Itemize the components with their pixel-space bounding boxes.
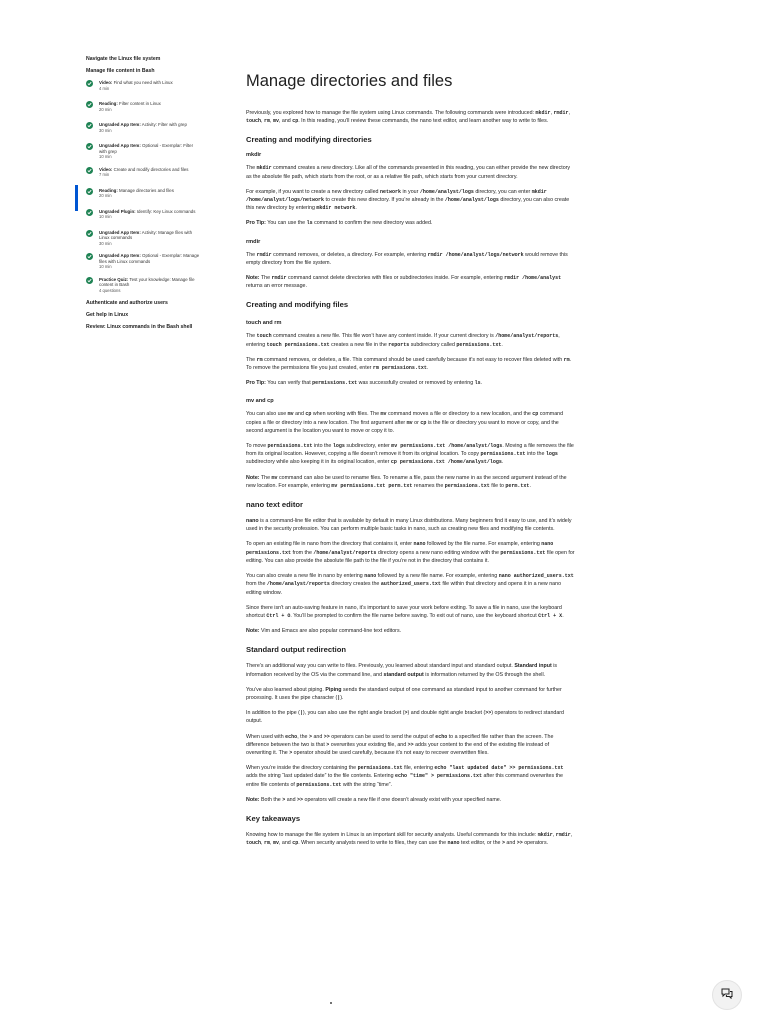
inline-code: rmdir /home/analyst <box>504 275 562 282</box>
paragraph-mkdir-1 <box>246 164 576 180</box>
outline-item-kind: Ungraded App Item: <box>99 253 141 259</box>
text-run: . <box>501 341 503 348</box>
text-run: was successfully created or removed by entering <box>357 380 475 387</box>
paragraph-rm <box>246 356 576 372</box>
outline-item-label: Filter content in Linux <box>119 101 161 106</box>
text-run: would remove this empty directory from the file system. <box>246 251 568 266</box>
inline-code: /home/analyst/logs <box>419 188 474 195</box>
inline-code: rmdir <box>271 275 287 282</box>
outline-item-title <box>99 143 202 154</box>
inline-code: nano <box>413 541 426 548</box>
text-run: You can use the <box>265 220 307 227</box>
paragraph-redirect-5 <box>246 764 576 789</box>
text-run: . When security analysts need to write to files, they can use the <box>298 840 448 847</box>
text-run: to a specified file rather than the screen. The difference between the two is that <box>246 733 554 748</box>
outline-item-duration: 30 min <box>99 240 112 246</box>
inline-code: echo <box>435 733 448 740</box>
text-run: file within that directory and opens it in a new nano editing window. <box>246 581 562 596</box>
outline-item-kind: Ungraded App Item: <box>99 229 141 235</box>
bold-term: Standard input <box>514 663 552 670</box>
outline-item-title <box>99 277 202 288</box>
text-run: subdirectory while also keeping it in its original location, enter <box>246 459 391 466</box>
inline-code: ls <box>306 220 313 227</box>
check-circle-icon <box>86 143 93 150</box>
inline-code: /home/analyst/reports <box>313 549 377 556</box>
text-run: returns an error message. <box>246 283 307 290</box>
bold-term: standard output <box>383 671 424 678</box>
text-run: , entering <box>246 333 560 348</box>
inline-code: touch <box>246 840 262 847</box>
inline-code: /home/analyst/reports <box>266 581 330 588</box>
text-run: after this command overwrites the entire file contents of <box>246 773 563 788</box>
paragraph-redirect-2 <box>246 686 576 702</box>
text-run: Both the <box>259 796 283 803</box>
text-run: . <box>529 482 531 489</box>
text-run: followed by a new file name. For example, entering <box>376 573 499 580</box>
text-run: and <box>504 840 517 847</box>
inline-code: cp <box>532 411 539 418</box>
page-dot <box>330 1002 332 1004</box>
text-run: and <box>293 411 306 418</box>
paragraph-nano-note <box>246 627 576 635</box>
outline-item-title <box>99 253 202 264</box>
text-run: You’ve also learned about piping. <box>246 686 326 693</box>
text-run: . <box>426 365 429 372</box>
outline-item[interactable] <box>86 230 202 247</box>
text-run: , <box>570 831 573 838</box>
outline-item[interactable] <box>86 277 202 294</box>
outline-item[interactable] <box>86 122 202 136</box>
inline-code: echo "last updated date" >> permissions.txt <box>434 765 564 772</box>
text-run: creates a new file in the <box>329 341 389 348</box>
bold-term: Note: <box>246 275 260 282</box>
outline-item[interactable] <box>86 209 202 223</box>
text-run: To move <box>246 443 268 450</box>
text-run: operators. <box>522 840 549 847</box>
inline-code: cp <box>420 419 427 426</box>
inline-code: /home/analyst/reports <box>495 333 559 340</box>
outline-item-kind: Reading: <box>99 101 118 106</box>
text-run: command removes, or deletes, a file. This command should be used carefully because it’s not easy to recover files deleted with <box>262 356 564 363</box>
inline-code: >> <box>516 840 523 847</box>
text-run: file to <box>489 482 506 489</box>
inline-code: perm.txt <box>505 482 530 489</box>
inline-code: > <box>404 710 408 717</box>
inline-code: mkdir <box>535 110 551 116</box>
inline-code: rm <box>563 356 570 363</box>
outline-section-review[interactable]: Review: Linux commands in the Bash shell <box>86 324 193 331</box>
text-run: subdirectory called <box>409 341 457 348</box>
text-run: file open for editing. You can also provide the absolute file path to the file if you’re not in the directory that contains it. <box>246 549 575 564</box>
heading-mkdir: mkdir <box>246 152 262 159</box>
text-run: . <box>480 380 483 387</box>
inline-code: >> <box>407 741 414 748</box>
paragraph-nano-1 <box>246 517 576 533</box>
text-run: ). <box>340 694 344 701</box>
paragraph-touch-1 <box>246 332 576 348</box>
check-circle-icon <box>86 188 93 195</box>
text-run: with the string “time”. <box>341 781 393 788</box>
text-run: is information returned by the OS through the shell. <box>423 671 546 678</box>
text-run: For example, if you want to create a new directory called <box>246 188 380 195</box>
inline-code: > <box>326 741 330 748</box>
reading-article <box>246 72 576 854</box>
bold-term: nano <box>246 518 259 525</box>
text-run: , <box>261 118 264 125</box>
inline-code: authorized_users.txt <box>380 581 441 588</box>
text-run: Since there isn't an auto-saving feature in nano, it’s important to save your work before exiting. To save a file in nano, use the keyboard shortcut <box>246 604 562 619</box>
text-run: , <box>269 840 273 847</box>
inline-code: mkdir network <box>316 205 356 212</box>
text-run: into the <box>312 443 333 450</box>
paragraph-mkdir-tip <box>246 219 576 227</box>
text-run: The <box>259 275 272 282</box>
inline-code: rmdir <box>256 251 272 258</box>
text-run: ), you can also use the right angle bracket ( <box>302 710 405 717</box>
inline-code: rm <box>256 356 263 363</box>
text-run: when working with files. The <box>311 411 381 418</box>
outline-item-label: Manage directories and files <box>119 187 174 193</box>
text-run: is the file or directory you want to move or copy, and the second argument is the location you want to move or copy it to. <box>246 419 559 434</box>
text-run: to create this new directory. If you’re already in the <box>324 197 445 204</box>
inline-code: >> <box>297 796 304 803</box>
check-circle-icon <box>86 122 93 129</box>
bold-term: Note: <box>246 474 260 481</box>
outline-item-label: Optional - Exemplar: Filter with grep <box>99 143 194 154</box>
heading-nano: nano text editor <box>246 500 303 510</box>
heading-touch-rm: touch and rm <box>246 320 282 327</box>
inline-code: nano <box>364 573 377 580</box>
text-run: overwrites your existing file, and <box>329 741 408 748</box>
outline-section-navigate[interactable]: Navigate the Linux file system <box>86 56 161 62</box>
inline-code: echo <box>285 733 298 740</box>
inline-code: Ctrl + O <box>266 612 291 619</box>
inline-code: nano authorized_users.txt <box>498 573 574 580</box>
check-circle-icon <box>86 277 93 284</box>
inline-code: echo "time" > permissions.txt <box>395 773 483 780</box>
outline-item-duration: 10 min <box>99 154 112 160</box>
check-circle-icon <box>86 80 93 87</box>
paragraph-takeaways <box>246 831 576 847</box>
paragraph-nano-2 <box>246 540 576 565</box>
check-circle-icon <box>86 209 93 216</box>
inline-code: reports <box>388 341 410 348</box>
outline-item-kind: Practice Quiz: <box>99 276 129 282</box>
text-run: When used with <box>246 733 286 740</box>
outline-item-duration: 10 min <box>99 264 112 270</box>
text-run: text editor, or the <box>459 840 502 847</box>
inline-code: mv <box>406 419 413 426</box>
text-run: , <box>261 840 264 847</box>
outline-item[interactable] <box>86 167 202 181</box>
outline-item-kind: Ungraded App Item: <box>99 143 141 148</box>
bold-term: Piping <box>325 686 342 693</box>
text-run: command copies a file or directory into a new location. The first argument after <box>246 411 564 426</box>
inline-code: nano <box>447 840 460 847</box>
outline-item-duration: 30 min <box>99 127 112 133</box>
inline-code: touch <box>246 118 262 125</box>
text-run: from the <box>291 549 314 556</box>
text-run: You can also create a new file in nano by entering <box>246 573 365 580</box>
heading-mv-cp: mv and cp <box>246 398 274 405</box>
inline-code: logs <box>545 451 558 458</box>
text-run: . You’ll be prompted to confirm the file name before saving. To exit out of nano, use the keyboard shortcut <box>290 612 539 619</box>
outline-item-title <box>99 230 202 241</box>
outline-item-label: Optional - Exemplar: Manage files with Linux commands <box>99 253 200 264</box>
paragraph-rmdir-note <box>246 274 576 290</box>
chat-bubbles-icon <box>721 986 733 1004</box>
inline-code: > <box>308 733 312 740</box>
outline-item[interactable] <box>86 80 202 94</box>
inline-code: rm <box>263 840 270 847</box>
inline-code: mkdir /home/analyst/logs/network <box>246 188 547 204</box>
inline-code: > <box>501 840 505 847</box>
text-run: from the <box>246 581 267 588</box>
inline-code: cp <box>292 840 299 847</box>
heading-key-takeaways: Key takeaways <box>246 813 301 823</box>
text-run: You can verify that <box>265 380 313 387</box>
text-run: . <box>355 205 357 212</box>
text-run: file, entering <box>402 765 435 772</box>
text-run: followed by the file name. For example, entering <box>425 541 542 548</box>
outline-item-label: Activity: Filter with grep <box>141 122 187 127</box>
check-circle-icon <box>86 167 93 174</box>
inline-code: touch permissions.txt <box>266 341 330 348</box>
inline-code: cp permissions.txt /home/analyst/logs <box>390 459 502 466</box>
bold-term: Note: <box>246 628 260 635</box>
text-run: command removes, or deletes, a directory. For example, entering <box>271 251 428 258</box>
text-run: directory, you can also create this new directory by entering <box>246 197 570 212</box>
text-run: operators can be used to send the output of <box>329 733 436 740</box>
page-title: Manage directories and files <box>246 72 453 90</box>
text-run: adds your content to the end of the existing file instead of overwriting it. The <box>246 741 550 756</box>
bold-term: Pro Tip: <box>246 220 266 227</box>
outline-item-duration: 10 min <box>99 214 112 220</box>
outline-item-list <box>0 80 202 293</box>
course-outline-sidebar <box>86 56 202 336</box>
chat-button[interactable] <box>712 980 742 1010</box>
outline-item-title <box>99 122 202 128</box>
text-run: . To remove the permissions file you just created, enter <box>246 356 572 372</box>
text-run: command creates a new directory. Like all of the commands presented in this reading, you can either provide the new directory as the absolute file path, which starts from the root, or as a relative file path, which starts from your current directory. <box>246 165 571 180</box>
text-run: sends the standard output of one command as standard input to another command for further processing. It uses the pipe character ( <box>246 686 562 701</box>
inline-code: mv <box>272 840 279 847</box>
text-run: There’s an additional way you can write to files. Previously, you learned about standard input and standard output. <box>246 663 515 670</box>
outline-item-label: Create and modify directories and files <box>113 166 189 172</box>
outline-item-duration: 7 min <box>99 172 110 178</box>
paragraph-redirect-1 <box>246 662 576 678</box>
outline-item-kind: Ungraded App Item: <box>99 122 141 127</box>
paragraph-mv-2 <box>246 442 576 467</box>
text-run: command creates a new file. This file won’t have any content inside. If your current directory is <box>271 333 496 340</box>
outline-item-duration: 20 min <box>99 106 112 112</box>
outline-item-kind: Video: <box>99 166 113 172</box>
inline-code: rmdir /home/analyst/logs/network <box>427 251 524 258</box>
inline-code: mkdir <box>537 831 553 838</box>
text-run: command moves a file or directory to a new location, and the <box>386 411 533 418</box>
outline-section-manage[interactable]: Manage file content in Bash <box>86 68 155 74</box>
inline-code: rm <box>263 118 270 125</box>
text-run: into the <box>525 451 546 458</box>
text-run: When you’re inside the directory containing the <box>246 765 358 772</box>
text-run: , <box>550 110 554 116</box>
paragraph-touch-tip <box>246 379 576 387</box>
inline-code: >> <box>485 710 492 717</box>
inline-code: mv <box>287 411 294 418</box>
text-run: and <box>311 733 324 740</box>
text-run: , <box>269 118 273 125</box>
inline-code: mkdir <box>256 165 272 172</box>
text-run: The <box>246 251 257 258</box>
text-run: The <box>246 333 257 340</box>
outline-item-duration: 4 questions <box>99 287 121 293</box>
text-run: is a command-line file editor that is available by default in many Linux distributions. Many beginners find it easy to use, and it’s widely used in the security profession. You can perform multiple basic tasks in nano, such as creating new files and modifying file contents. <box>246 518 572 533</box>
text-run: Vim and Emacs are also popular command-line text editors. <box>259 628 402 635</box>
paragraph-redirect-note <box>246 796 576 804</box>
heading-directories: Creating and modifying directories <box>246 135 372 145</box>
paragraph-redirect-3 <box>246 709 576 725</box>
text-run: The <box>259 474 272 481</box>
inline-code: permissions.txt <box>500 549 546 556</box>
inline-code: ls <box>474 380 481 387</box>
paragraph-mv-note <box>246 474 576 490</box>
inline-code: mv permissions.txt /home/analyst/logs <box>391 443 503 450</box>
text-run: ) operators to redirect standard output. <box>246 710 565 725</box>
inline-code: > <box>282 796 286 803</box>
paragraph-nano-3 <box>246 572 576 597</box>
text-run: directory, you can enter <box>473 188 532 195</box>
inline-code: >> <box>323 733 330 740</box>
heading-files: Creating and modifying files <box>246 300 349 310</box>
paragraph-rmdir-1 <box>246 251 576 267</box>
text-run: , and <box>278 840 293 847</box>
outline-item-title <box>99 167 202 173</box>
text-run: . Moving a file removes the file from its original location. However, copying a file doesn’t remove it from its original location. To copy <box>246 443 574 458</box>
text-run: operators will create a new file if one doesn’t already exist with your specified name. <box>303 796 502 803</box>
inline-code: logs <box>332 443 345 450</box>
text-run: You can also use <box>246 411 288 418</box>
text-run: command to confirm the new directory was added. <box>312 220 433 227</box>
outline-item-title <box>99 209 202 215</box>
text-run: , and <box>278 118 293 125</box>
inline-code: rmdir <box>553 110 569 116</box>
inline-code: rm permissions.txt <box>372 365 427 372</box>
outline-section-help[interactable]: Get help in Linux <box>86 312 129 319</box>
text-run: in your <box>400 188 420 195</box>
check-circle-icon <box>86 101 93 108</box>
text-run: The <box>246 165 257 172</box>
inline-code: permissions.txt <box>357 765 403 772</box>
inline-code: permissions.txt <box>312 380 358 387</box>
outline-item[interactable] <box>86 188 202 202</box>
outline-item-label: Identify: Key Linux commands <box>136 208 196 214</box>
text-run: command cannot delete directories with files or subdirectories inside. For example, entering <box>286 275 505 282</box>
outline-item[interactable] <box>86 143 202 160</box>
text-run: renames the <box>412 482 445 489</box>
paragraph-nano-4 <box>246 604 576 620</box>
inline-code: mv <box>380 411 387 418</box>
outline-item[interactable] <box>86 101 202 115</box>
outline-item-duration: 4 min <box>99 85 110 91</box>
paragraph-mv-1 <box>246 410 576 435</box>
text-run: In addition to the pipe ( <box>246 710 300 717</box>
outline-item-kind: Video: <box>99 80 113 85</box>
inline-code: cp <box>292 118 299 125</box>
inline-code: | <box>337 694 341 701</box>
inline-code: network <box>379 188 401 195</box>
heading-redirection: Standard output redirection <box>246 645 346 655</box>
inline-code: permissions.txt <box>296 781 342 788</box>
inline-code: mv <box>271 474 278 481</box>
inline-code: cp <box>305 411 312 418</box>
text-run: ) and double right angle bracket ( <box>407 710 486 717</box>
outline-section-auth[interactable]: Authenticate and authorize users <box>86 300 168 307</box>
text-run: Previously, you explored how to manage the file system using Linux commands. The following commands were introduced: <box>246 110 536 116</box>
text-run: adds the string “last updated date” to the file contents. Entering <box>246 773 395 780</box>
outline-item-label: Activity: Manage files with Linux commands <box>99 229 193 241</box>
text-run: Knowing how to manage the file system in Linux is an important skill for security analysts. Useful commands for this include: <box>246 831 538 838</box>
outline-item-kind: Reading: <box>99 187 118 193</box>
inline-code: Ctrl + X <box>538 612 563 619</box>
text-run: directory opens a new nano editing window with the <box>376 549 501 556</box>
text-run: subdirectory, enter <box>344 443 392 450</box>
outline-item[interactable] <box>86 253 202 270</box>
bold-term: Note: <box>246 796 260 803</box>
text-run: To open an existing file in nano from the directory that contains it, enter <box>246 541 414 548</box>
text-run: and <box>285 796 298 803</box>
text-run: . <box>501 459 504 466</box>
intro-paragraph <box>246 109 576 125</box>
text-run: The <box>246 356 257 363</box>
text-run: , <box>552 831 556 838</box>
inline-code: permissions.txt <box>480 451 526 458</box>
text-run: , <box>568 110 570 116</box>
text-run: or <box>412 419 421 426</box>
text-run: . In this reading, you’ll review these commands, the nano text editor, and learn another way to write to files. <box>298 118 549 125</box>
inline-code: rmdir <box>555 831 571 838</box>
text-run: directory creates the <box>329 581 381 588</box>
outline-item-kind: Ungraded Plugin: <box>99 208 136 214</box>
outline-item-label: Test your knowledge: Manage file content in Bash <box>99 276 195 288</box>
inline-code: mv permissions.txt perm.txt <box>331 482 413 489</box>
inline-code: mv <box>272 118 279 125</box>
inline-code: touch <box>256 333 272 340</box>
paragraph-mkdir-2 <box>246 188 576 213</box>
outline-item-label: Find what you need with Linux <box>113 80 173 85</box>
text-run: . <box>562 612 564 619</box>
heading-rmdir: rmdir <box>246 238 261 245</box>
text-run: is information received by the OS via the command line, and <box>246 663 558 678</box>
text-run: operator should be used carefully, because it’s not easy to recover overwritten files. <box>292 749 489 756</box>
inline-code: nano permissions.txt <box>246 541 554 556</box>
inline-code: /home/analyst/logs <box>444 197 499 204</box>
inline-code: permissions.txt <box>267 443 313 450</box>
inline-code: > <box>289 749 293 756</box>
check-circle-icon <box>86 230 93 237</box>
inline-code: permissions.txt <box>456 341 502 348</box>
bold-term: Pro Tip: <box>246 380 266 387</box>
outline-item-duration: 20 min <box>99 193 112 199</box>
text-run: command can also be used to rename files. To rename a file, pass the new name in as the second argument instead of the new location. For example, entering <box>246 474 567 489</box>
check-circle-icon <box>86 253 93 260</box>
inline-code: permissions.txt <box>444 482 490 489</box>
text-run: , the <box>297 733 309 740</box>
paragraph-redirect-4 <box>246 733 576 758</box>
inline-code: | <box>299 710 303 717</box>
